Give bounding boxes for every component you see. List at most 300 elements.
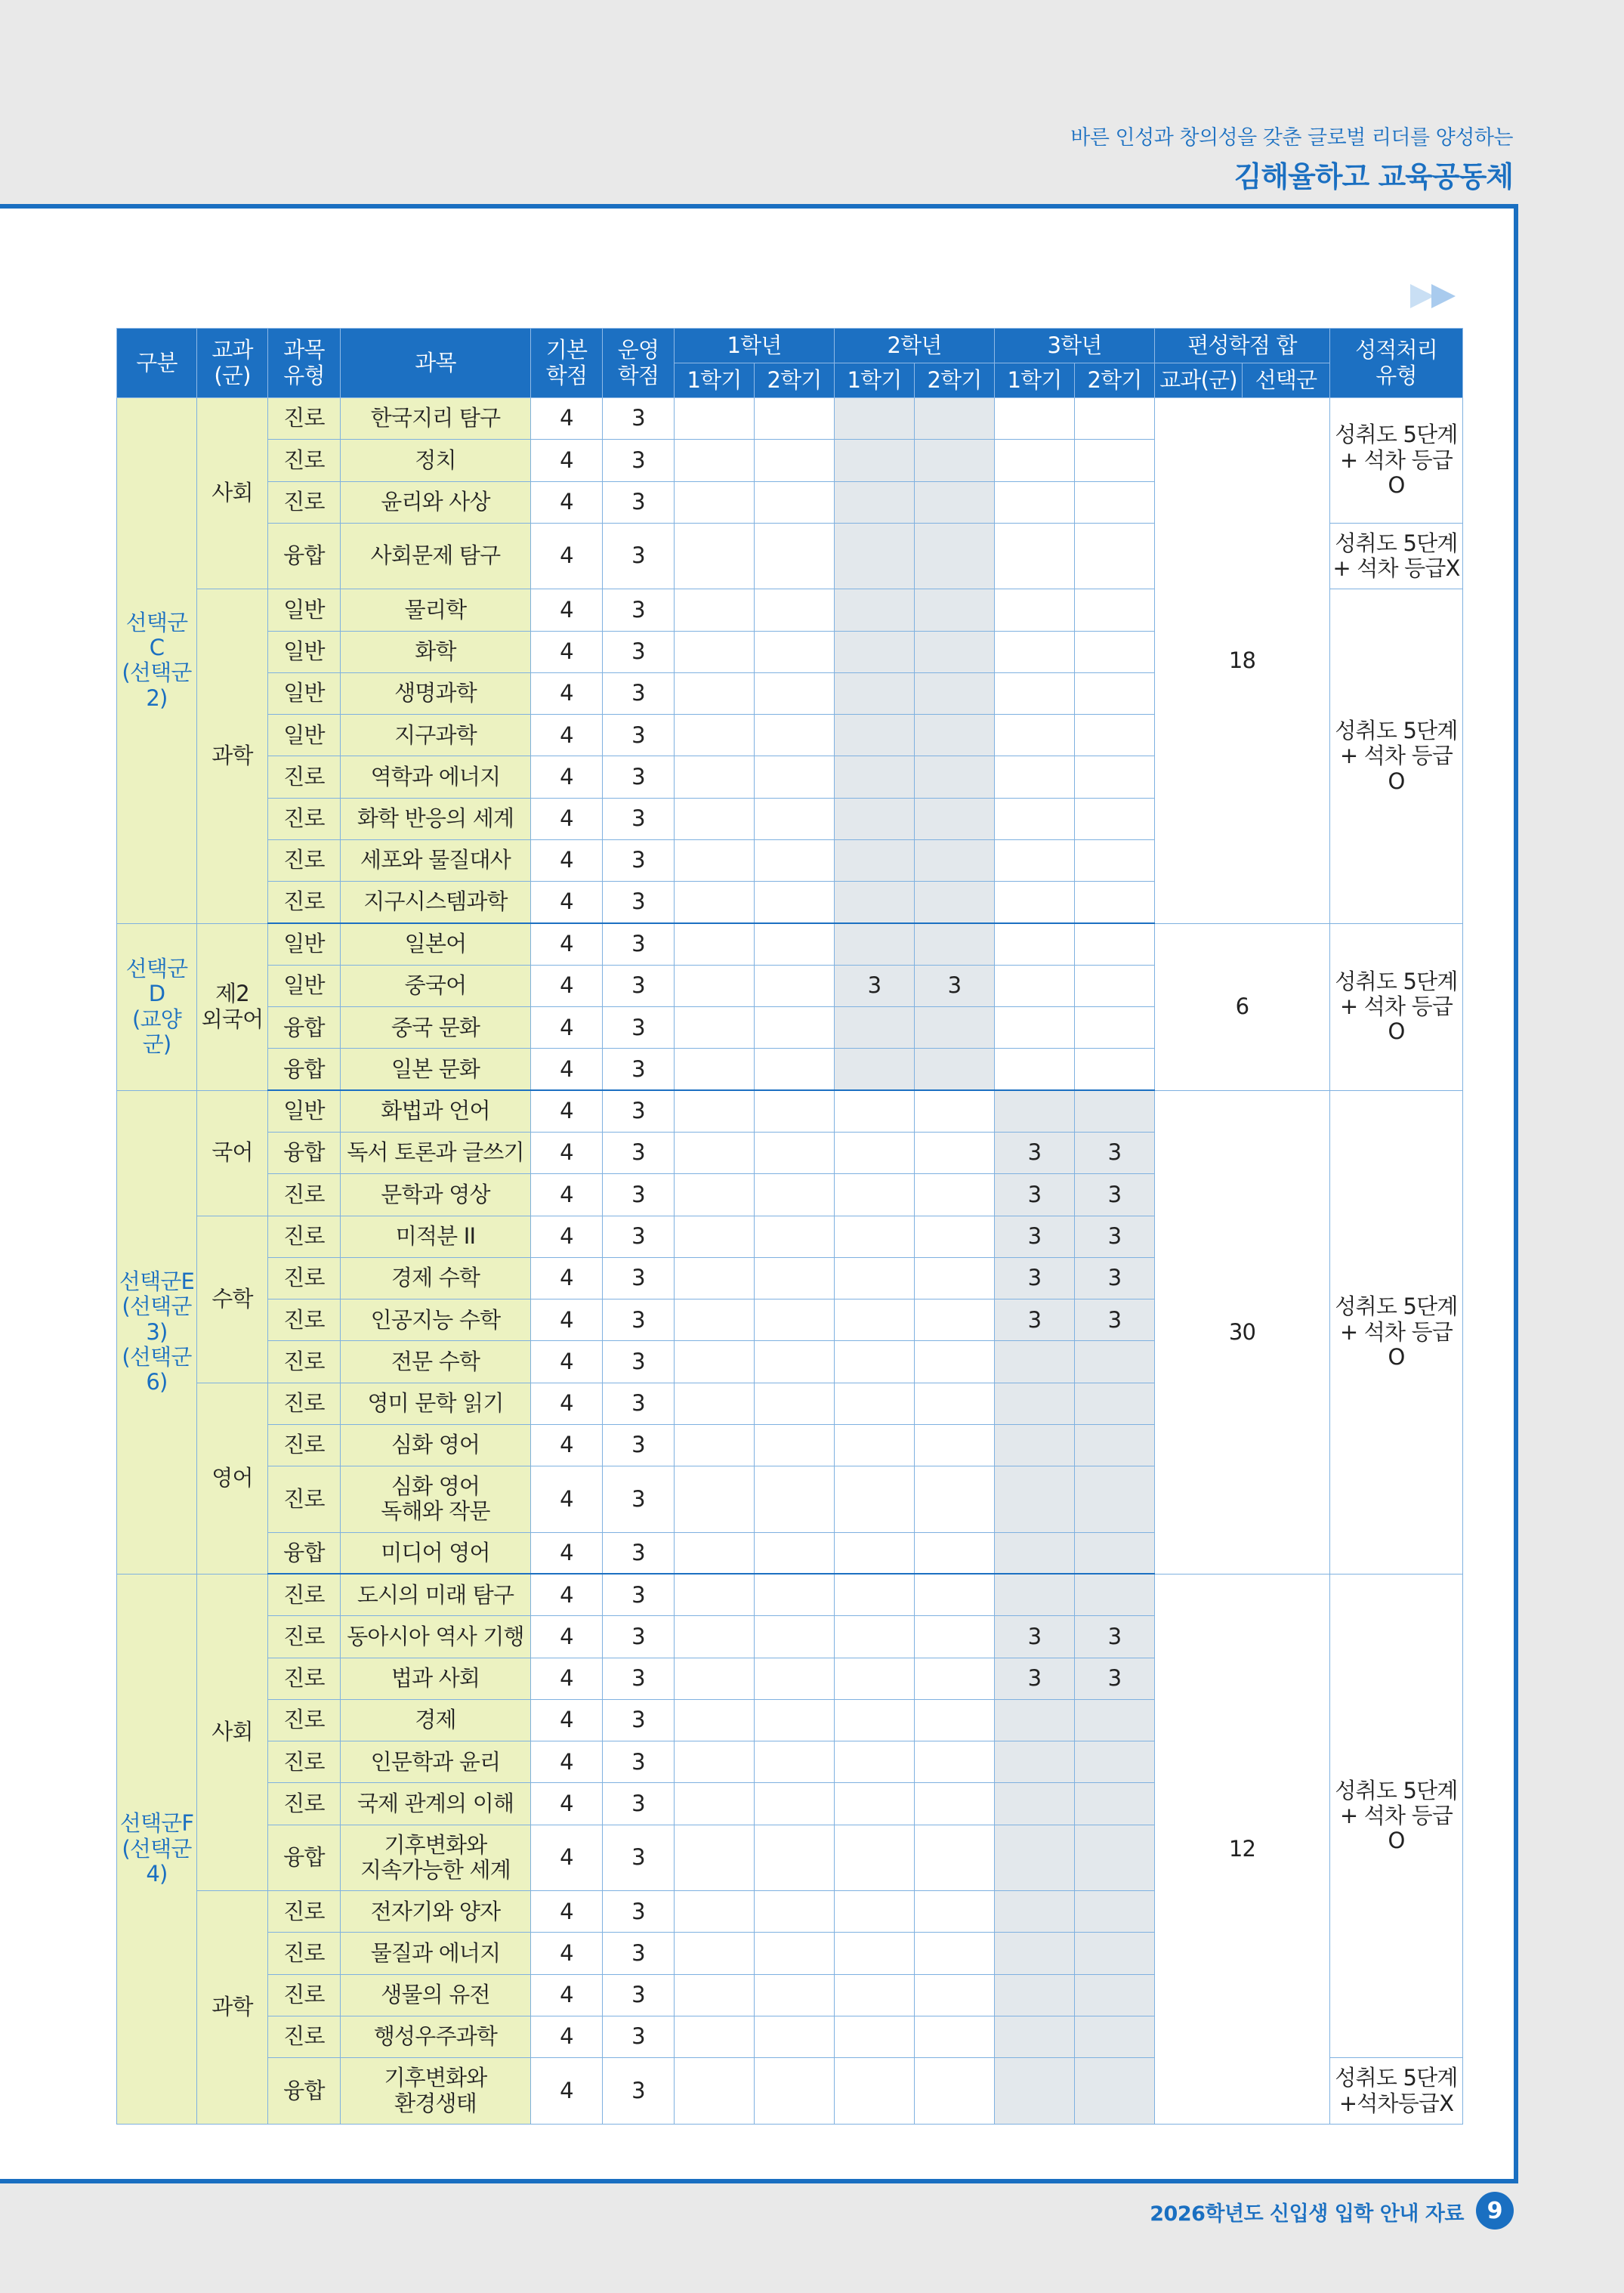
operating-credit: 3 xyxy=(603,1532,675,1574)
semester-credit-cell xyxy=(995,589,1075,631)
base-credit: 4 xyxy=(531,1699,603,1741)
base-credit: 4 xyxy=(531,1007,603,1049)
subject-credit-sum: 6 xyxy=(1155,923,1330,1090)
semester-credit-cell xyxy=(1075,398,1155,440)
semester-credit-cell xyxy=(835,1299,915,1341)
semester-credit-cell xyxy=(675,589,755,631)
semester-credit-cell xyxy=(995,715,1075,756)
semester-credit-cell xyxy=(995,1090,1075,1132)
semester-credit-cell xyxy=(915,1699,995,1741)
base-credit: 4 xyxy=(531,798,603,839)
semester-credit-cell xyxy=(995,2058,1075,2125)
semester-credit-cell xyxy=(675,1825,755,1890)
course-name: 국제 관계의 이해 xyxy=(341,1783,531,1825)
semester-credit-cell xyxy=(915,1424,995,1466)
semester-credit-cell xyxy=(675,756,755,798)
course-type: 진로 xyxy=(268,2016,341,2057)
semester-credit-cell xyxy=(835,1783,915,1825)
semester-credit-cell xyxy=(1075,481,1155,523)
semester-credit-cell xyxy=(835,1532,915,1574)
semester-credit-cell xyxy=(1075,1466,1155,1532)
semester-credit-cell: 3 xyxy=(995,1174,1075,1216)
header-base-credit: 기본 학점 xyxy=(531,329,603,398)
base-credit: 4 xyxy=(531,2058,603,2125)
course-type: 진로 xyxy=(268,1783,341,1825)
semester-credit-cell xyxy=(915,1658,995,1699)
semester-credit-cell xyxy=(675,440,755,481)
semester-credit-cell xyxy=(915,672,995,714)
semester-credit-cell xyxy=(675,1341,755,1383)
course-type: 융합 xyxy=(268,523,341,589)
course-type: 진로 xyxy=(268,798,341,839)
course-type: 진로 xyxy=(268,882,341,923)
base-credit: 4 xyxy=(531,1383,603,1424)
operating-credit: 3 xyxy=(603,965,675,1006)
semester-credit-cell xyxy=(755,1090,835,1132)
course-type: 융합 xyxy=(268,1532,341,1574)
elective-group-label: 선택군F (선택군4) xyxy=(117,1574,197,2124)
semester-credit-cell xyxy=(915,1532,995,1574)
header-year1: 1학년 xyxy=(675,329,835,363)
semester-credit-cell xyxy=(915,1132,995,1173)
operating-credit: 3 xyxy=(603,756,675,798)
semester-credit-cell xyxy=(755,965,835,1006)
semester-credit-cell xyxy=(915,798,995,839)
semester-credit-cell xyxy=(675,1383,755,1424)
semester-credit-cell xyxy=(915,715,995,756)
footer-text: 2026학년도 신입생 입학 안내 자료 xyxy=(1150,2202,1464,2226)
semester-credit-cell xyxy=(1075,1891,1155,1933)
course-name: 미디어 영어 xyxy=(341,1532,531,1574)
semester-credit-cell xyxy=(915,523,995,589)
semester-credit-cell xyxy=(755,1007,835,1049)
base-credit: 4 xyxy=(531,1532,603,1574)
semester-credit-cell xyxy=(1075,1007,1155,1049)
semester-credit-cell xyxy=(675,882,755,923)
semester-credit-cell xyxy=(995,1574,1075,1615)
semester-credit-cell: 3 xyxy=(995,1658,1075,1699)
semester-credit-cell xyxy=(835,1383,915,1424)
semester-credit-cell xyxy=(1075,798,1155,839)
header-year3: 3학년 xyxy=(995,329,1155,363)
operating-credit: 3 xyxy=(603,1383,675,1424)
base-credit: 4 xyxy=(531,1049,603,1090)
semester-credit-cell xyxy=(675,523,755,589)
elective-group-label: 선택군E (선택군3) (선택군6) xyxy=(117,1090,197,1574)
semester-credit-cell xyxy=(755,523,835,589)
semester-credit-cell xyxy=(755,440,835,481)
course-type: 진로 xyxy=(268,1741,341,1783)
semester-credit-cell xyxy=(835,923,915,965)
semester-credit-cell xyxy=(755,1257,835,1299)
semester-credit-cell xyxy=(1075,2058,1155,2125)
table-row xyxy=(117,398,1463,440)
course-type: 진로 xyxy=(268,1216,341,1257)
semester-credit-cell xyxy=(675,1891,755,1933)
course-type: 융합 xyxy=(268,1825,341,1890)
semester-credit-cell: 3 xyxy=(1075,1257,1155,1299)
course-type: 일반 xyxy=(268,631,341,672)
semester-credit-cell: 3 xyxy=(835,965,915,1006)
semester-credit-cell xyxy=(755,1699,835,1741)
semester-credit-cell xyxy=(675,1424,755,1466)
subject-group-label: 과학 xyxy=(197,1891,268,2125)
header-y1-semester1: 1학기 xyxy=(675,363,755,398)
semester-credit-cell xyxy=(675,965,755,1006)
course-type: 융합 xyxy=(268,1049,341,1090)
semester-credit-cell xyxy=(995,672,1075,714)
semester-credit-cell xyxy=(835,1257,915,1299)
course-name: 기후변화와 환경생태 xyxy=(341,2058,531,2125)
semester-credit-cell xyxy=(915,1891,995,1933)
semester-credit-cell xyxy=(675,798,755,839)
semester-credit-cell xyxy=(755,839,835,881)
semester-credit-cell xyxy=(835,756,915,798)
semester-credit-cell xyxy=(835,1132,915,1173)
course-type: 일반 xyxy=(268,589,341,631)
semester-credit-cell xyxy=(755,2016,835,2057)
operating-credit: 3 xyxy=(603,1933,675,1974)
semester-credit-cell xyxy=(1075,756,1155,798)
course-type: 진로 xyxy=(268,398,341,440)
operating-credit: 3 xyxy=(603,1299,675,1341)
base-credit: 4 xyxy=(531,1891,603,1933)
header-sum-elective: 선택군 xyxy=(1243,363,1330,398)
semester-credit-cell xyxy=(995,1466,1075,1532)
semester-credit-cell xyxy=(995,1424,1075,1466)
page-number-badge: 9 xyxy=(1476,2192,1514,2230)
semester-credit-cell xyxy=(915,1257,995,1299)
semester-credit-cell xyxy=(995,481,1075,523)
semester-credit-cell: 3 xyxy=(1075,1616,1155,1658)
semester-credit-cell xyxy=(1075,1974,1155,2016)
semester-credit-cell xyxy=(755,1424,835,1466)
course-name: 물질과 에너지 xyxy=(341,1933,531,1974)
semester-credit-cell xyxy=(915,1216,995,1257)
semester-credit-cell xyxy=(995,1933,1075,1974)
semester-credit-cell xyxy=(995,1007,1075,1049)
base-credit: 4 xyxy=(531,440,603,481)
grading-type: 성취도 5단계 + 석차 등급O xyxy=(1330,1090,1463,1574)
course-name: 세포와 물질대사 xyxy=(341,839,531,881)
semester-credit-cell xyxy=(675,398,755,440)
operating-credit: 3 xyxy=(603,1049,675,1090)
semester-credit-cell: 3 xyxy=(915,965,995,1006)
semester-credit-cell xyxy=(675,1299,755,1341)
semester-credit-cell xyxy=(1075,589,1155,631)
semester-credit-cell xyxy=(915,1933,995,1974)
semester-credit-cell xyxy=(835,1574,915,1615)
semester-credit-cell xyxy=(1075,672,1155,714)
semester-credit-cell xyxy=(995,756,1075,798)
table-row xyxy=(117,923,1463,965)
course-type: 진로 xyxy=(268,1341,341,1383)
course-name: 중국어 xyxy=(341,965,531,1006)
semester-credit-cell xyxy=(755,1466,835,1532)
semester-credit-cell xyxy=(675,839,755,881)
operating-credit: 3 xyxy=(603,1825,675,1890)
header-year2: 2학년 xyxy=(835,329,995,363)
semester-credit-cell xyxy=(675,1933,755,1974)
course-name: 역학과 에너지 xyxy=(341,756,531,798)
base-credit: 4 xyxy=(531,1933,603,1974)
course-type: 일반 xyxy=(268,715,341,756)
course-name: 경제 수학 xyxy=(341,1257,531,1299)
header-y3-semester2: 2학기 xyxy=(1075,363,1155,398)
course-type: 융합 xyxy=(268,2058,341,2125)
semester-credit-cell xyxy=(915,481,995,523)
course-name: 기후변화와 지속가능한 세계 xyxy=(341,1825,531,1890)
course-name: 지구시스템과학 xyxy=(341,882,531,923)
grading-type: 성취도 5단계 + 석차 등급O xyxy=(1330,1574,1463,2057)
subject-group-label: 제2 외국어 xyxy=(197,923,268,1090)
course-name: 생명과학 xyxy=(341,672,531,714)
course-name: 지구과학 xyxy=(341,715,531,756)
semester-credit-cell xyxy=(915,1007,995,1049)
semester-credit-cell xyxy=(1075,1049,1155,1090)
operating-credit: 3 xyxy=(603,1574,675,1615)
course-name: 도시의 미래 탐구 xyxy=(341,1574,531,1615)
semester-credit-cell xyxy=(995,965,1075,1006)
semester-credit-cell xyxy=(995,1891,1075,1933)
semester-credit-cell xyxy=(1075,839,1155,881)
operating-credit: 3 xyxy=(603,1424,675,1466)
semester-credit-cell: 3 xyxy=(995,1616,1075,1658)
semester-credit-cell xyxy=(995,882,1075,923)
semester-credit-cell xyxy=(755,1741,835,1783)
semester-credit-cell xyxy=(835,1007,915,1049)
semester-credit-cell xyxy=(835,672,915,714)
semester-credit-cell xyxy=(995,523,1075,589)
header-category: 구분 xyxy=(117,329,197,398)
semester-credit-cell xyxy=(755,1341,835,1383)
semester-credit-cell xyxy=(915,882,995,923)
course-type: 진로 xyxy=(268,1174,341,1216)
semester-credit-cell xyxy=(835,1741,915,1783)
course-type: 일반 xyxy=(268,965,341,1006)
base-credit: 4 xyxy=(531,1616,603,1658)
base-credit: 4 xyxy=(531,672,603,714)
course-name: 사회문제 탐구 xyxy=(341,523,531,589)
operating-credit: 3 xyxy=(603,440,675,481)
course-name: 법과 사회 xyxy=(341,1658,531,1699)
base-credit: 4 xyxy=(531,1741,603,1783)
base-credit: 4 xyxy=(531,1466,603,1532)
semester-credit-cell xyxy=(835,1933,915,1974)
course-type: 진로 xyxy=(268,1466,341,1532)
semester-credit-cell xyxy=(755,1174,835,1216)
header-course: 과목 xyxy=(341,329,531,398)
course-name: 전자기와 양자 xyxy=(341,1891,531,1933)
semester-credit-cell xyxy=(755,398,835,440)
base-credit: 4 xyxy=(531,1658,603,1699)
semester-credit-cell: 3 xyxy=(1075,1132,1155,1173)
semester-credit-cell xyxy=(995,1974,1075,2016)
grading-type: 성취도 5단계 + 석차 등급O xyxy=(1330,923,1463,1090)
semester-credit-cell xyxy=(675,2058,755,2125)
subject-group-label: 사회 xyxy=(197,398,268,589)
semester-credit-cell xyxy=(755,1891,835,1933)
semester-credit-cell xyxy=(755,1616,835,1658)
operating-credit: 3 xyxy=(603,1741,675,1783)
semester-credit-cell xyxy=(675,672,755,714)
semester-credit-cell xyxy=(1075,882,1155,923)
semester-credit-cell xyxy=(995,923,1075,965)
base-credit: 4 xyxy=(531,715,603,756)
semester-credit-cell xyxy=(755,1783,835,1825)
base-credit: 4 xyxy=(531,1974,603,2016)
course-type: 진로 xyxy=(268,481,341,523)
base-credit: 4 xyxy=(531,1574,603,1615)
table-header xyxy=(117,329,1463,398)
semester-credit-cell xyxy=(915,839,995,881)
course-name: 정치 xyxy=(341,440,531,481)
operating-credit: 3 xyxy=(603,589,675,631)
semester-credit-cell: 3 xyxy=(995,1216,1075,1257)
course-name: 행성우주과학 xyxy=(341,2016,531,2057)
base-credit: 4 xyxy=(531,1825,603,1890)
semester-credit-cell xyxy=(915,1974,995,2016)
base-credit: 4 xyxy=(531,1090,603,1132)
semester-credit-cell xyxy=(835,715,915,756)
course-name: 화학 반응의 세계 xyxy=(341,798,531,839)
semester-credit-cell xyxy=(915,589,995,631)
semester-credit-cell xyxy=(675,1783,755,1825)
semester-credit-cell xyxy=(1075,1383,1155,1424)
semester-credit-cell xyxy=(835,1466,915,1532)
semester-credit-cell xyxy=(915,1049,995,1090)
semester-credit-cell xyxy=(755,589,835,631)
header-operating-credit: 운영 학점 xyxy=(603,329,675,398)
semester-credit-cell xyxy=(915,1341,995,1383)
subject-credit-sum: 18 xyxy=(1155,398,1330,924)
semester-credit-cell xyxy=(835,1825,915,1890)
course-type: 일반 xyxy=(268,1090,341,1132)
operating-credit: 3 xyxy=(603,715,675,756)
semester-credit-cell xyxy=(755,631,835,672)
semester-credit-cell xyxy=(755,1933,835,1974)
semester-credit-cell xyxy=(995,440,1075,481)
semester-credit-cell xyxy=(915,631,995,672)
semester-credit-cell xyxy=(1075,923,1155,965)
semester-credit-cell xyxy=(915,2016,995,2057)
header-sum-subject: 교과(군) xyxy=(1155,363,1243,398)
operating-credit: 3 xyxy=(603,672,675,714)
operating-credit: 3 xyxy=(603,1699,675,1741)
semester-credit-cell xyxy=(675,1658,755,1699)
operating-credit: 3 xyxy=(603,923,675,965)
semester-credit-cell xyxy=(915,923,995,965)
course-type: 진로 xyxy=(268,1616,341,1658)
double-arrow-right-icon xyxy=(1409,281,1462,311)
semester-credit-cell xyxy=(755,1383,835,1424)
header-subject-group: 교과 (군) xyxy=(197,329,268,398)
semester-credit-cell xyxy=(915,1825,995,1890)
grading-type: 성취도 5단계 + 석차 등급O xyxy=(1330,589,1463,923)
semester-credit-cell xyxy=(995,1741,1075,1783)
semester-credit-cell xyxy=(675,631,755,672)
operating-credit: 3 xyxy=(603,398,675,440)
semester-credit-cell xyxy=(755,1574,835,1615)
semester-credit-cell xyxy=(1075,1825,1155,1890)
semester-credit-cell xyxy=(755,1132,835,1173)
semester-credit-cell xyxy=(915,1783,995,1825)
semester-credit-cell xyxy=(835,481,915,523)
base-credit: 4 xyxy=(531,1299,603,1341)
course-name: 경제 xyxy=(341,1699,531,1741)
course-name: 윤리와 사상 xyxy=(341,481,531,523)
semester-credit-cell xyxy=(675,1741,755,1783)
base-credit: 4 xyxy=(531,965,603,1006)
base-credit: 4 xyxy=(531,398,603,440)
semester-credit-cell: 3 xyxy=(1075,1658,1155,1699)
operating-credit: 3 xyxy=(603,523,675,589)
course-type: 진로 xyxy=(268,756,341,798)
subject-credit-sum: 12 xyxy=(1155,1574,1330,2124)
base-credit: 4 xyxy=(531,1174,603,1216)
operating-credit: 3 xyxy=(603,1783,675,1825)
subject-group-label: 영어 xyxy=(197,1383,268,1574)
semester-credit-cell xyxy=(915,1574,995,1615)
table-row xyxy=(117,1574,1463,1615)
semester-credit-cell xyxy=(835,440,915,481)
semester-credit-cell xyxy=(755,1825,835,1890)
semester-credit-cell xyxy=(995,1341,1075,1383)
subject-group-label: 수학 xyxy=(197,1216,268,1383)
semester-credit-cell xyxy=(835,798,915,839)
course-name: 미적분 II xyxy=(341,1216,531,1257)
semester-credit-cell xyxy=(915,398,995,440)
course-type: 일반 xyxy=(268,923,341,965)
semester-credit-cell xyxy=(995,631,1075,672)
header-grading: 성적처리 유형 xyxy=(1330,329,1463,398)
semester-credit-cell xyxy=(675,1216,755,1257)
semester-credit-cell xyxy=(675,1574,755,1615)
semester-credit-cell: 3 xyxy=(1075,1174,1155,1216)
course-type: 일반 xyxy=(268,672,341,714)
course-type: 진로 xyxy=(268,1891,341,1933)
semester-credit-cell xyxy=(915,1383,995,1424)
semester-credit-cell: 3 xyxy=(995,1299,1075,1341)
course-name: 심화 영어 xyxy=(341,1424,531,1466)
course-type: 진로 xyxy=(268,1424,341,1466)
semester-credit-cell xyxy=(1075,1574,1155,1615)
course-name: 물리학 xyxy=(341,589,531,631)
semester-credit-cell xyxy=(995,1049,1075,1090)
base-credit: 4 xyxy=(531,923,603,965)
semester-credit-cell xyxy=(755,756,835,798)
header-y1-semester2: 2학기 xyxy=(755,363,835,398)
semester-credit-cell xyxy=(995,1699,1075,1741)
semester-credit-cell xyxy=(1075,1699,1155,1741)
base-credit: 4 xyxy=(531,523,603,589)
operating-credit: 3 xyxy=(603,1891,675,1933)
elective-group-label: 선택군D (교양군) xyxy=(117,923,197,1090)
semester-credit-cell xyxy=(755,1974,835,2016)
header-title: 김해율하고 교육공동체 xyxy=(1233,160,1513,193)
grading-type: 성취도 5단계 +석차등급X xyxy=(1330,2058,1463,2125)
curriculum-table xyxy=(116,328,1463,2125)
operating-credit: 3 xyxy=(603,882,675,923)
header-credit-sum: 편성학점 합 xyxy=(1155,329,1330,363)
operating-credit: 3 xyxy=(603,839,675,881)
semester-credit-cell xyxy=(835,631,915,672)
base-credit: 4 xyxy=(531,882,603,923)
semester-credit-cell xyxy=(755,715,835,756)
semester-credit-cell xyxy=(755,1532,835,1574)
base-credit: 4 xyxy=(531,1783,603,1825)
operating-credit: 3 xyxy=(603,1616,675,1658)
